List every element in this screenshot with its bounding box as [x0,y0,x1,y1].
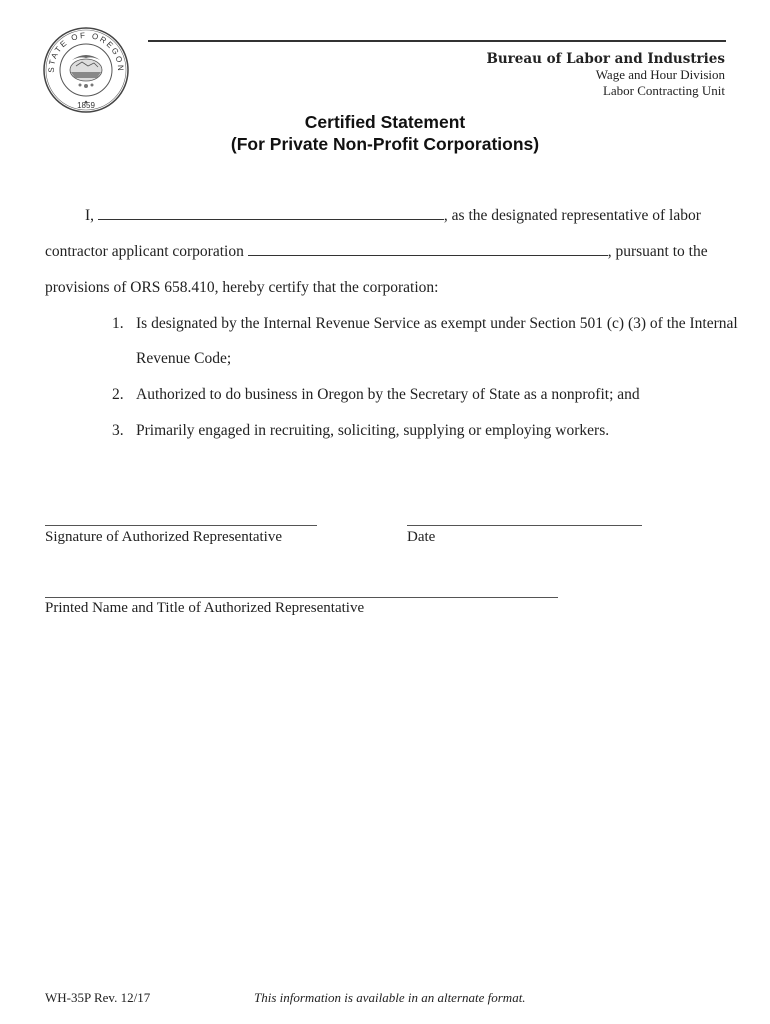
division-name: Wage and Hour Division [595,67,725,82]
list-item [112,386,640,404]
statement-line-2-prefix: contractor applicant corporation [45,243,244,260]
date-label: Date [407,529,436,545]
document-subtitle: (For Private Non-Profit Corporations) [230,134,540,154]
list-item [112,315,738,333]
agency-block [486,51,725,99]
signature-field[interactable] [45,525,317,526]
statement-prefix-i: I, [85,207,95,224]
document-title: Certified Statement [304,112,466,132]
list-item-text: Authorized to do business in Oregon by the Secretary of State as a nonprofit; and [136,386,640,403]
representative-name-field[interactable] [98,207,444,220]
agency-name: Bureau of Labor and Industries [486,51,725,67]
list-item-number: 1. [112,315,124,332]
list-item-text: Primarily engaged in recruiting, soliciting, supplying or employing workers. [136,422,610,439]
list-item-number: 2. [112,386,124,403]
statement-line-3: provisions of ORS 658.410, hereby certify that the corporation: [45,279,439,296]
unit-name: Labor Contracting Unit [602,83,725,98]
svg-text:STATE OF OREGON: STATE OF OREGON [46,30,126,73]
form-id: WH-35P Rev. 12/17 [45,990,151,1005]
list-item-continuation: Revenue Code; [136,350,232,367]
statement-line-1 [85,207,701,225]
header-rule [148,40,726,42]
state-seal [42,26,130,114]
list-item-text: Is designated by the Internal Revenue Service as exempt under Section 501 (c) (3) of the Internal [136,315,738,332]
statement-line-2 [45,243,708,261]
printed-name-label: Printed Name and Title of Authorized Representative [45,600,365,616]
alternate-format-note: This information is available in an alternate format. [254,990,526,1005]
corporation-name-field[interactable] [248,243,608,256]
signature-label: Signature of Authorized Representative [45,529,283,545]
list-item-number: 3. [112,422,124,439]
list-item [112,422,609,440]
statement-line-1-suffix: , as the designated representative of labor [443,207,701,224]
date-field[interactable] [407,525,642,526]
statement-line-2-suffix: , pursuant to the [607,243,708,260]
printed-name-field[interactable] [45,597,558,598]
seal-year: 1859 [77,101,95,110]
